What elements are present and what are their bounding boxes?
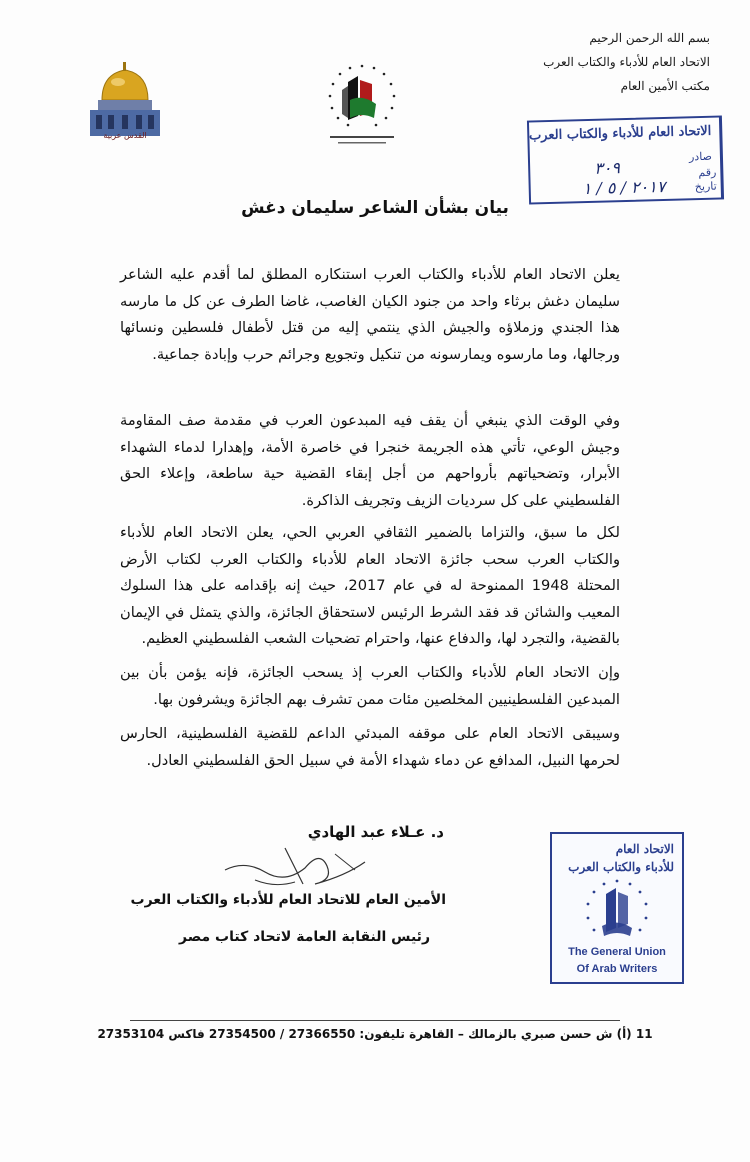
paragraph-1: يعلن الاتحاد العام للأدباء والكتاب العرب استنكاره المطلق لما أقدم عليه الشاعر سليمان دغش برثاء واحد من جنود الكيان الغاصب، غاضا الطرف عن كل ما مارسه هذا الجندي وزملاؤه والجيش الذي ينتمي إليه من قتل لأطفال فلسطين ونسائها ورجالها، وما مارسوه ويمارسونه من تنكيل وتجويع وجرائم حرب وإبادة جماعية. (120, 266, 620, 363)
registry-stamp-date-label: تاريخ (694, 179, 717, 194)
signatory-name: د. عـلاء عبد الهادي (307, 823, 444, 841)
basmala: بسم الله الرحمن الرحيم (589, 31, 710, 45)
signatory-second-title: رئيس النقابة العامة لاتحاد كتاب مصر (179, 929, 430, 945)
registry-stamp-outgoing: صادر (688, 149, 713, 164)
handwritten-signature (215, 840, 375, 900)
union-stamp-emblem-icon (580, 878, 654, 944)
union-stamp-english-line-2: Of Arab Writers (576, 963, 658, 975)
paragraph-2: وفي الوقت الذي ينبغي أن يقف فيه المبدعون العرب في مقدمة صف المقاومة وجيش الوعي، تأتي هذه الجريمة خنجرا في خاصرة الأمة، وإهدارا لدماء الشهداء الأبرار، وتضحياتهم بأرواحهم من أجل إبقاء القضية حية ساطعة، وإعلاء الحق الفلسطيني على كل سرديات الزيف وتجريف الذاكرة. (120, 412, 620, 509)
paragraph-5: وسيبقى الاتحاد العام على موقفه المبدئي الداعم للقضية الفلسطينية، الحارس لحرمها النبيل، المدافع عن دماء شهداء الأمة في سبيل الحق الفلسطيني العادل. (120, 725, 620, 769)
paragraph-4: وإن الاتحاد العام للأدباء والكتاب العرب إذ يسحب الجائزة، فإنه يؤمن بأن بين المبدعين الفلسطينيين المخلصين مئات ممن تشرف بهم الجائزة ويشرفون بها. (120, 664, 620, 708)
letterhead (480, 26, 710, 98)
signatory-title: الأمين العام للاتحاد العام للأدباء والكتاب العرب (130, 892, 446, 908)
office-name: مكتب الأمين العام (620, 79, 710, 93)
union-stamp (550, 832, 684, 984)
organization-name: الاتحاد العام للأدباء والكتاب العرب (543, 55, 710, 69)
registry-stamp-number-label: رقم (698, 165, 717, 180)
union-stamp-english-line-1: The General Union (568, 946, 666, 958)
registry-stamp-number: ٣٠٩ (593, 158, 621, 178)
footer-divider (130, 1020, 620, 1021)
footer-address: 11 (أ) ش حسن صبري بالزمالك – القاهرة تليفون: 27366550 / 27354500 فاكس 27353104 (97, 1027, 653, 1041)
dome-of-the-rock-emblem (82, 56, 168, 142)
registry-stamp-title: الاتحاد العام للأدباء والكتاب العرب (528, 123, 712, 144)
union-stamp-arabic-line-2: للأدباء والكتاب العرب (568, 860, 674, 874)
document-title: بيان بشأن الشاعر سليمان دغش (241, 198, 509, 218)
registry-stamp-date: ٢٠١٧ / ٥ / ١ (582, 176, 666, 199)
registry-stamp (527, 115, 724, 204)
union-logo (312, 60, 412, 150)
dome-caption: القدس عربية (103, 131, 147, 140)
union-stamp-arabic-line-1: الاتحاد العام (615, 842, 674, 856)
paragraph-3: لكل ما سبق، والتزاما بالضمير الثقافي العربي الحي، يعلن الاتحاد العام للأدباء والكتاب العرب سحب جائزة الاتحاد العام للأدباء والكتاب العرب لكتاب الأرض المحتلة 1948 الممنوحة له في عام 2017، حيث إنه بإقدامه على هذا السلوك المعيب والشائن قد فقد الشرط الرئيس لاستحقاق الجائزة، والذي يتمثل في الإيمان بالقضية، والتجرد لها، والدفاع عنها، واحترام تضحيات الشعب الفلسطيني العظيم. (120, 524, 620, 648)
